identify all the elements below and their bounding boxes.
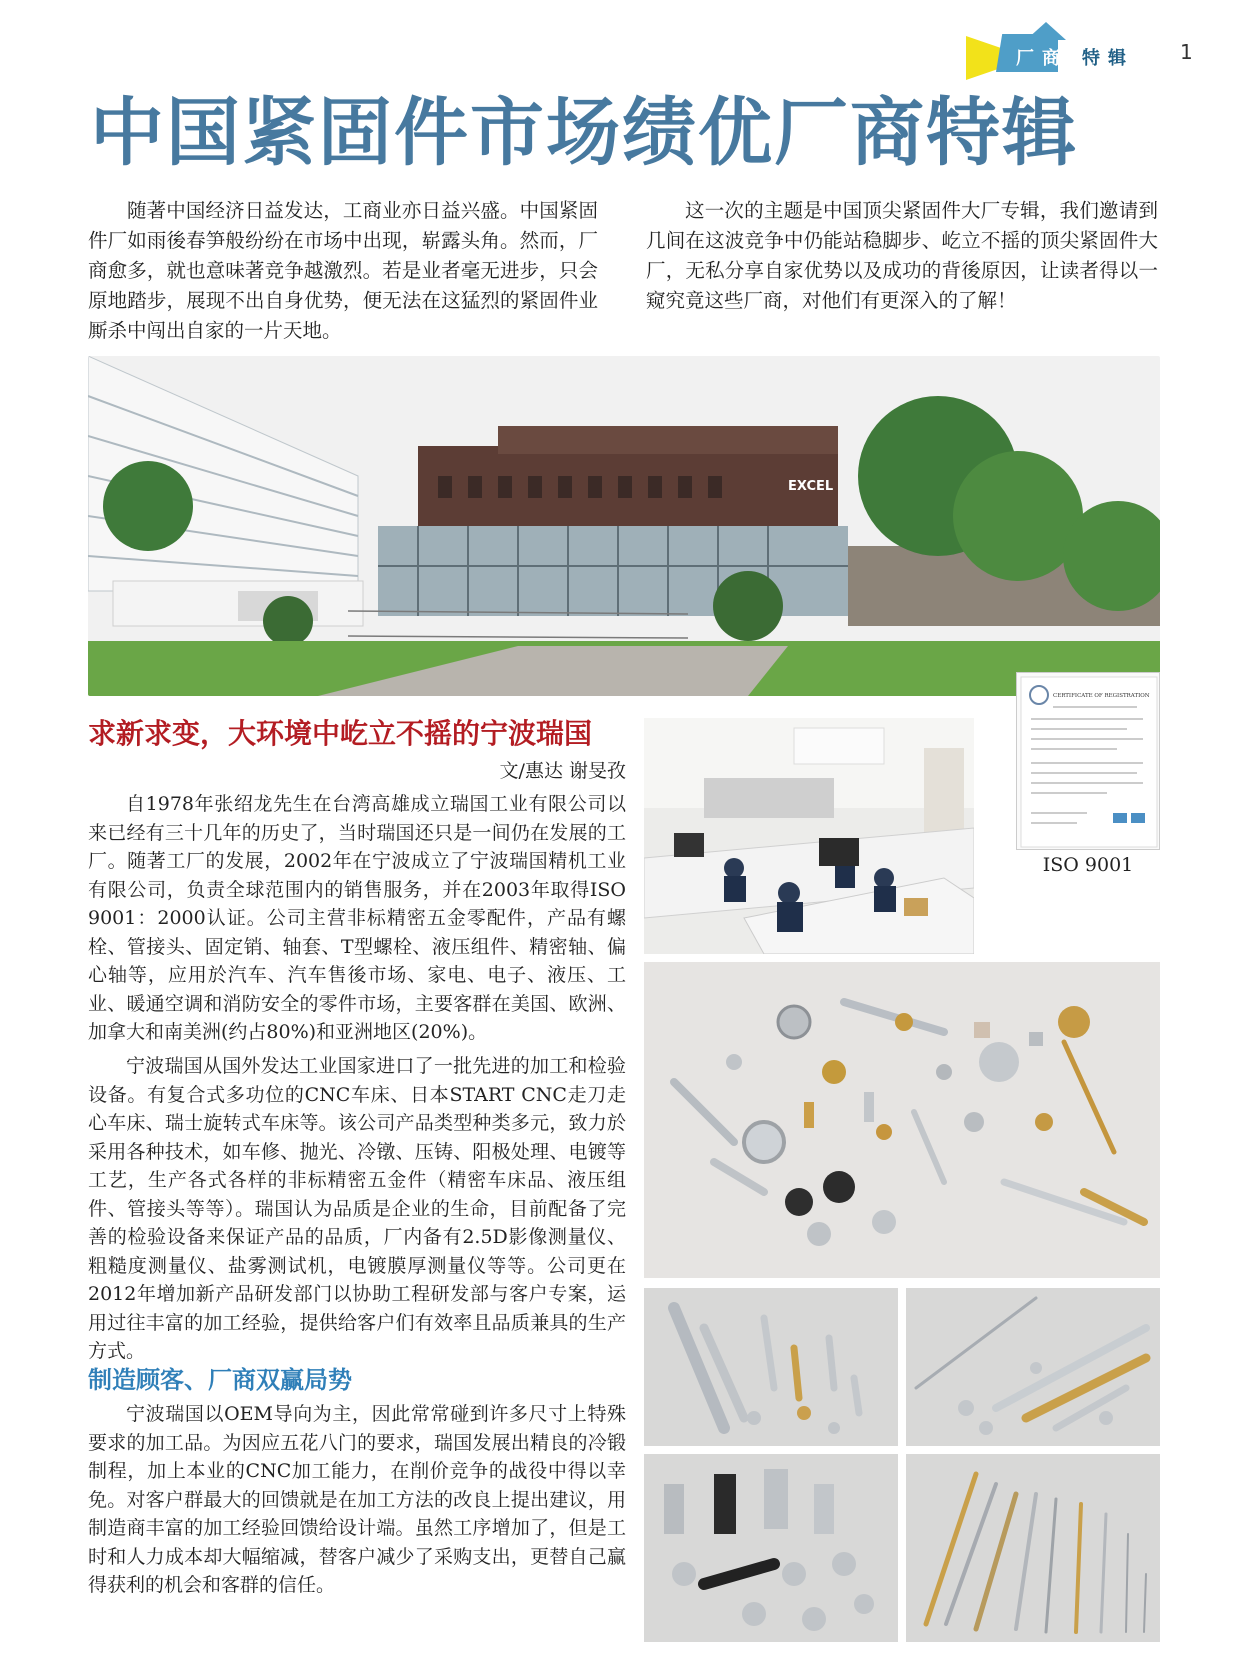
intro-left-paragraph: 随著中国经济日益发达，工商业亦日益兴盛。中国紧固件厂如雨後春笋般纷纷在市场中出现，崭露头角。然而，厂商愈多，就也意味著竞争越激烈。若是业者毫无进步，只会原地踏步，展现不出自身优势，便无法在这猛烈的紧固件业厮杀中闯出自家的一片天地。 xyxy=(88,199,598,342)
product-photo-pins xyxy=(906,1288,1160,1446)
section-tab-label-a: 厂商 xyxy=(1016,48,1068,69)
tab-roof-shape xyxy=(1026,22,1066,40)
product-photo-studs xyxy=(644,1288,898,1446)
product-photo-fittings xyxy=(644,1454,898,1642)
page-number: 1 xyxy=(1180,40,1193,64)
factory-sign: EXCEL xyxy=(788,479,834,494)
intro-right-paragraph: 这一次的主题是中国顶尖紧固件大厂专辑，我们邀请到几间在这波竞争中仍能站稳脚步、屹立不摇的顶尖紧固件大厂，无私分享自家优势以及成功的背後原因，让读者得以一窥究竟这些厂商，对他们有更深入的了解！ xyxy=(646,199,1158,312)
certificate-caption: ISO 9001 xyxy=(1042,854,1134,876)
article-paragraph-3: 宁波瑞国以OEM导向为主，因此常常碰到许多尺寸上特殊要求的加工品。为因应五花八门的要求，瑞国发展出精良的冷锻制程，加上本业的CNC加工能力，在削价竞争的战役中得以幸免。对客户群最大的回馈就是在加工方法的改良上提出建议，用制造商丰富的加工经验回馈给设计端。虽然工序增加了，但是工时和人力成本却大幅缩减，替客户减少了采购支出，更替自己赢得获利的机会和客群的信任。 xyxy=(88,1403,626,1596)
page-title: 中国紧固件市场绩优厂商特辑 xyxy=(90,90,1078,176)
section-heading: 制造顾客、厂商双赢局势 xyxy=(88,1365,352,1394)
factory-photo xyxy=(88,356,1160,696)
fastener-parts-photo xyxy=(644,962,1160,1278)
article-byline: 文/惠达 谢旻孜 xyxy=(499,760,626,782)
iso-certificate-image xyxy=(1016,672,1160,850)
article-paragraph-1: 自1978年张绍龙先生在台湾高雄成立瑞国工业有限公司以来已经有三十几年的历史了，当时瑞国还只是一间仍在发展的工厂。随著工厂的发展，2002年在宁波成立了宁波瑞国精机工业有限公司，负责全球范围内的销售服务，并在2003年取得ISO 9001：2000认证。公司主营非标精密五金零配件，产品有螺栓、管接头、固定销、轴套、T型螺栓、液压组件、精密轴、偏心轴等，应用於汽车、汽车售後市场、家电、电子、液压、工业、暖通空调和消防安全的零件市场，主要客群在美国、欧洲、加拿大和南美洲(约占80%)和亚洲地区(20%)。 xyxy=(88,793,626,1043)
section-tab xyxy=(966,22,1142,72)
certificate-heading: CERTIFICATE OF REGISTRATION xyxy=(1053,693,1150,699)
article-paragraph-2: 宁波瑞国从国外发达工业国家进口了一批先进的加工和检验设备。有复合式多功位的CNC车床、日本START CNC走刀走心车床、瑞士旋转式车床等。该公司产品类型种类多元，致力於采用各种技术，如车修、抛光、冷镦、压铸、阳极处理、电镀等工艺，生产各式各样的非标精密五金件（精密车床品、液压组件、管接头等等）。瑞国认为品质是企业的生命，目前配备了完善的检验设备来保证产品的品质，厂内备有2.5D影像测量仪、粗糙度测量仪、盐雾测试机，电镀膜厚测量仪等等。公司更在2012年增加新产品研发部门以协助工程研发部与客户专案，运用过往丰富的加工经验，提供给客户们有效率且品质兼具的生产方式。 xyxy=(88,1055,626,1362)
section-tab-label-b: 特辑 xyxy=(1082,48,1134,69)
product-photo-shafts xyxy=(906,1454,1160,1642)
inspection-lab-photo xyxy=(644,718,974,954)
article-title: 求新求变，大环境中屹立不摇的宁波瑞国 xyxy=(88,717,593,750)
